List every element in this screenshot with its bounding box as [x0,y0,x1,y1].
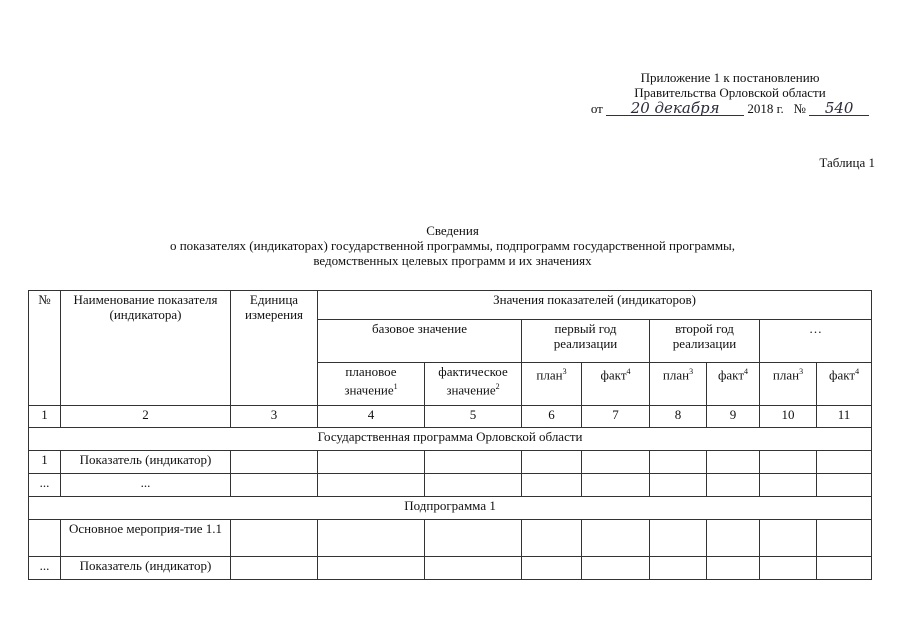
header-name: Наименование показателя (индикатора) [61,291,231,406]
col-number: 8 [650,406,707,428]
handwritten-number: 540 [809,101,869,116]
section-row-subprogram [29,497,872,520]
from-label: от [590,101,603,116]
col-number: 7 [582,406,650,428]
col-number: 10 [760,406,817,428]
header-ellipsis: … [760,320,872,363]
header-fact-2: факт$^4$ [707,363,760,406]
document-heading [0,223,905,268]
table-row [29,520,872,557]
heading-line-1: Сведения [426,223,479,238]
row-number [29,520,61,557]
header-values: Значения показателей (индикаторов) [318,291,872,320]
table-row [29,557,872,580]
header-plan-2: план$^3$ [650,363,707,406]
heading-line-3: ведомственных целевых программ и их значениях [313,253,592,268]
header-base-value: базовое значение [318,320,522,363]
row-number: ... [29,474,61,497]
row-name: Показатель (индикатор) [61,557,231,580]
col-number: 9 [707,406,760,428]
header-actual-value: фактическое значение$^2$ [425,363,522,406]
heading-line-2: о показателях (индикаторах) государственной программы, подпрограмм государственной программы, [169,238,736,253]
header-plan-1: план$^3$ [522,363,582,406]
col-number: 6 [522,406,582,428]
header-unit: Единица измерения [231,291,318,406]
header-planned-value: плановое значение$^1$ [318,363,425,406]
col-number: 5 [425,406,522,428]
col-number: 3 [231,406,318,428]
col-number: 4 [318,406,425,428]
indicators-table [28,290,872,580]
number-label: № [793,101,806,116]
header-plan-3: план$^3$ [760,363,817,406]
section-row-state-program [29,428,872,451]
row-name: ... [61,474,231,497]
handwritten-date: 20 декабря [606,101,744,116]
col-number: 11 [817,406,872,428]
annex-line-1: Приложение 1 к постановлению [640,70,820,85]
header-no: № [29,291,61,406]
annex-line-2: Правительства Орловской области [634,85,826,100]
row-number: 1 [29,451,61,474]
row-number: ... [29,557,61,580]
year-label: 2018 г. [747,101,784,116]
col-number: 2 [61,406,231,428]
col-number: 1 [29,406,61,428]
header-second-year: второй год реализации [650,320,760,363]
section-title: Подпрограмма 1 [29,497,872,520]
section-title: Государственная программа Орловской области [29,428,872,451]
table-row [29,474,872,497]
table-row [29,451,872,474]
row-name: Основное мероприя-тие 1.1 [61,520,231,557]
annex-block [560,70,900,116]
header-fact-3: факт$^4$ [817,363,872,406]
header-first-year: первый год реализации [522,320,650,363]
table-label: Таблица 1 [819,155,875,170]
row-name: Показатель (индикатор) [61,451,231,474]
header-fact-1: факт$^4$ [582,363,650,406]
column-numbers-row [29,406,872,428]
annex-date-line [560,101,900,116]
